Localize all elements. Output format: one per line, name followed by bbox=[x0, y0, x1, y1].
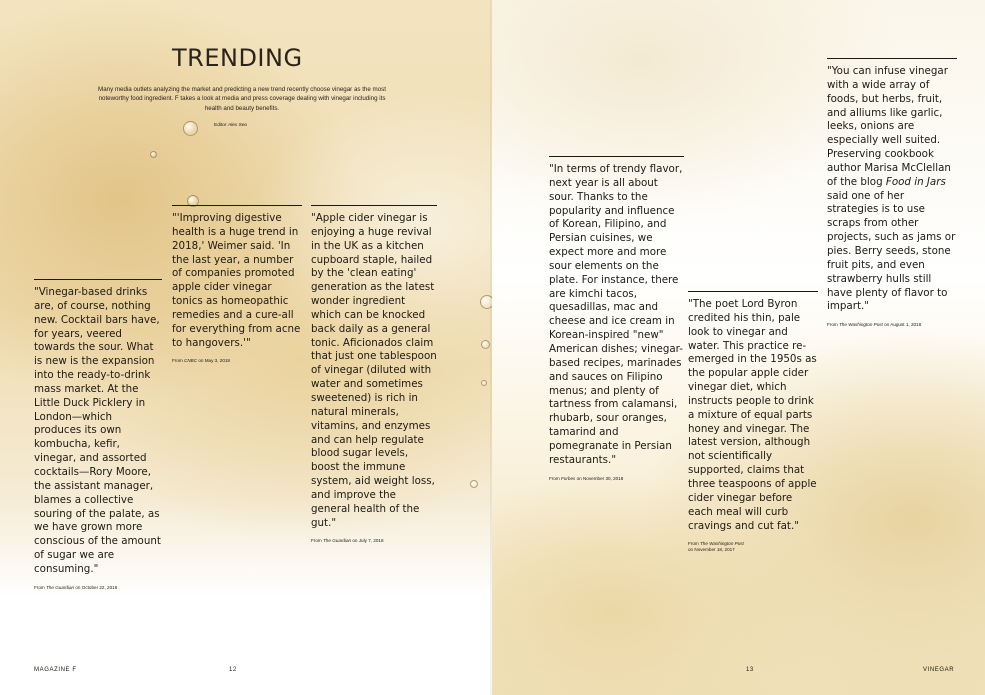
page-number-right: 13 bbox=[746, 667, 754, 673]
credit-date: on November 18, 2017 bbox=[688, 547, 735, 553]
quote-credit bbox=[311, 538, 437, 544]
quote-text-before: "You can infuse vinegar with a wide array of foods, but herbs, fruit, and alliums like garlic, leeks, onions are especially well suited. Preserving cookbook author Marisa McClellan of the blog bbox=[827, 65, 951, 188]
page-headline: TRENDING bbox=[172, 44, 303, 72]
left-page bbox=[0, 0, 492, 695]
quote-rule bbox=[827, 58, 957, 59]
credit-source: The Washington Post bbox=[700, 541, 744, 547]
bubble-decoration bbox=[481, 380, 487, 386]
bubble-decoration bbox=[183, 121, 198, 136]
credit-date: on May 3, 2018 bbox=[198, 358, 230, 364]
quote-text-after: said one of her strategies is to use scraps from other projects, such as jams or pies. Berry seeds, stone fruit pits, and even strawberry hulls still have plenty of flavor to impart." bbox=[827, 189, 956, 313]
quote-text: "The poet Lord Byron credited his thin, pale look to vinegar and water. This practice re-emerged in the 1950s as the popular apple cider vinegar diet, which instructs people to drink a mixture of equal parts honey and vinegar. The latest version, although not scientifically supported, claims that three teaspoons of apple cider vinegar before each meal will curb cravings and cut fat." bbox=[688, 298, 817, 532]
editor-credit bbox=[214, 123, 247, 128]
quote-credit bbox=[827, 322, 957, 328]
quote-credit bbox=[172, 358, 302, 364]
quote-credit bbox=[34, 585, 162, 591]
credit-source: The Washington Post bbox=[839, 322, 883, 328]
page-number-left: 12 bbox=[229, 667, 237, 673]
credit-source: The Guardian bbox=[46, 584, 75, 590]
quote-column-guardian-jul bbox=[311, 205, 437, 544]
quote-text bbox=[827, 65, 957, 314]
quote-text: "Vinegar-based drinks are, of course, nothing new. Cocktail bars have, for years, veered towards the sour. What is new is the expansion into the ready-to-drink mass market. At the Little Duck Picklery in London—which produces its own kombucha, kefir, vinegar, and assorted cocktails—Rory Moore, the assistant manager, blames a collective souring of the palate, as we have grown more conscious of the amount of sugar we are consuming." bbox=[34, 286, 161, 575]
editor-label: Editor bbox=[214, 123, 227, 128]
credit-source: Forbes bbox=[561, 475, 576, 481]
quote-rule bbox=[34, 279, 162, 280]
section-folio: VINEGAR bbox=[923, 667, 955, 673]
credit-prefix: From bbox=[311, 538, 322, 544]
bubble-decoration bbox=[470, 480, 478, 488]
quote-text: "Apple cider vinegar is enjoying a huge revival in the UK as a kitchen cupboard staple, hailed by the 'clean eating' generation as the latest wonder ingredient which can be knocked back daily as a general tonic. Aficionados claim that just one tablespoon of vinegar (diluted with water and sometimes sweetened) is rich in natural minerals, vitamins, and enzymes and can help regulate blood sugar levels, boost the immune system, aid weight loss, and improve the general health of the gut." bbox=[311, 212, 437, 529]
quote-rule bbox=[688, 291, 818, 292]
credit-prefix: From bbox=[34, 584, 45, 590]
credit-prefix: From bbox=[827, 322, 838, 328]
credit-date: on November 30, 2018 bbox=[576, 475, 624, 481]
credit-date: on August 1, 2018 bbox=[884, 322, 922, 328]
quote-column-forbes bbox=[549, 156, 684, 482]
credit-prefix: From bbox=[549, 475, 560, 481]
editor-name: Alex Seo bbox=[227, 123, 248, 128]
quote-rule bbox=[172, 205, 302, 206]
right-page bbox=[492, 0, 985, 695]
bubble-decoration bbox=[481, 340, 490, 349]
quote-text-italic: Food in Jars bbox=[885, 175, 946, 188]
credit-date: on July 7, 2018 bbox=[352, 538, 384, 544]
standfirst: Many media outlets analyzing the market and predicting a new trend recently choose vinegar as the most noteworthy food ingredient. F takes a look at media and press coverage dealing with vinegar including its health and beauty benefits. bbox=[98, 86, 386, 112]
credit-source: The Guardian bbox=[323, 538, 352, 544]
quote-rule bbox=[311, 205, 437, 206]
quote-column-guardian-oct bbox=[34, 279, 162, 591]
quote-credit bbox=[688, 541, 818, 553]
quote-rule bbox=[549, 156, 684, 157]
quote-text: "'Improving digestive health is a huge trend in 2018,' Weimer said. 'In the last year, a number of companies promoted apple cider vinegar tonics as homeopathic remedies and a cure-all for everything from acne to hangovers.'" bbox=[172, 212, 301, 349]
quote-credit bbox=[549, 476, 684, 482]
quote-column-wapo-byron bbox=[688, 291, 818, 553]
credit-date: on October 22, 2018 bbox=[75, 584, 118, 590]
quote-column-cnbc bbox=[172, 205, 302, 364]
credit-prefix: From bbox=[172, 358, 183, 364]
quote-text: "In terms of trendy flavor, next year is all about sour. Thanks to the popularity and influence of Korean, Filipino, and Persian cuisines, we expect more and more sour elements on the plate. For instance, there are kimchi tacos, quesadillas, mac and cheese and ice cream in Korean-inspired "new" American dishes; vinegar-based recipes, marinades and sauces on Filipino menus; and plenty of tartness from calamansi, rhubarb, sour oranges, tamarind and pomegranate in Persian restaurants." bbox=[549, 163, 683, 466]
magazine-folio: MAGAZINE F bbox=[34, 667, 77, 673]
quote-column-wapo-infuse bbox=[827, 58, 957, 328]
credit-prefix: From bbox=[688, 541, 699, 547]
bubble-decoration bbox=[150, 151, 157, 158]
credit-source: CNBC bbox=[184, 358, 198, 364]
